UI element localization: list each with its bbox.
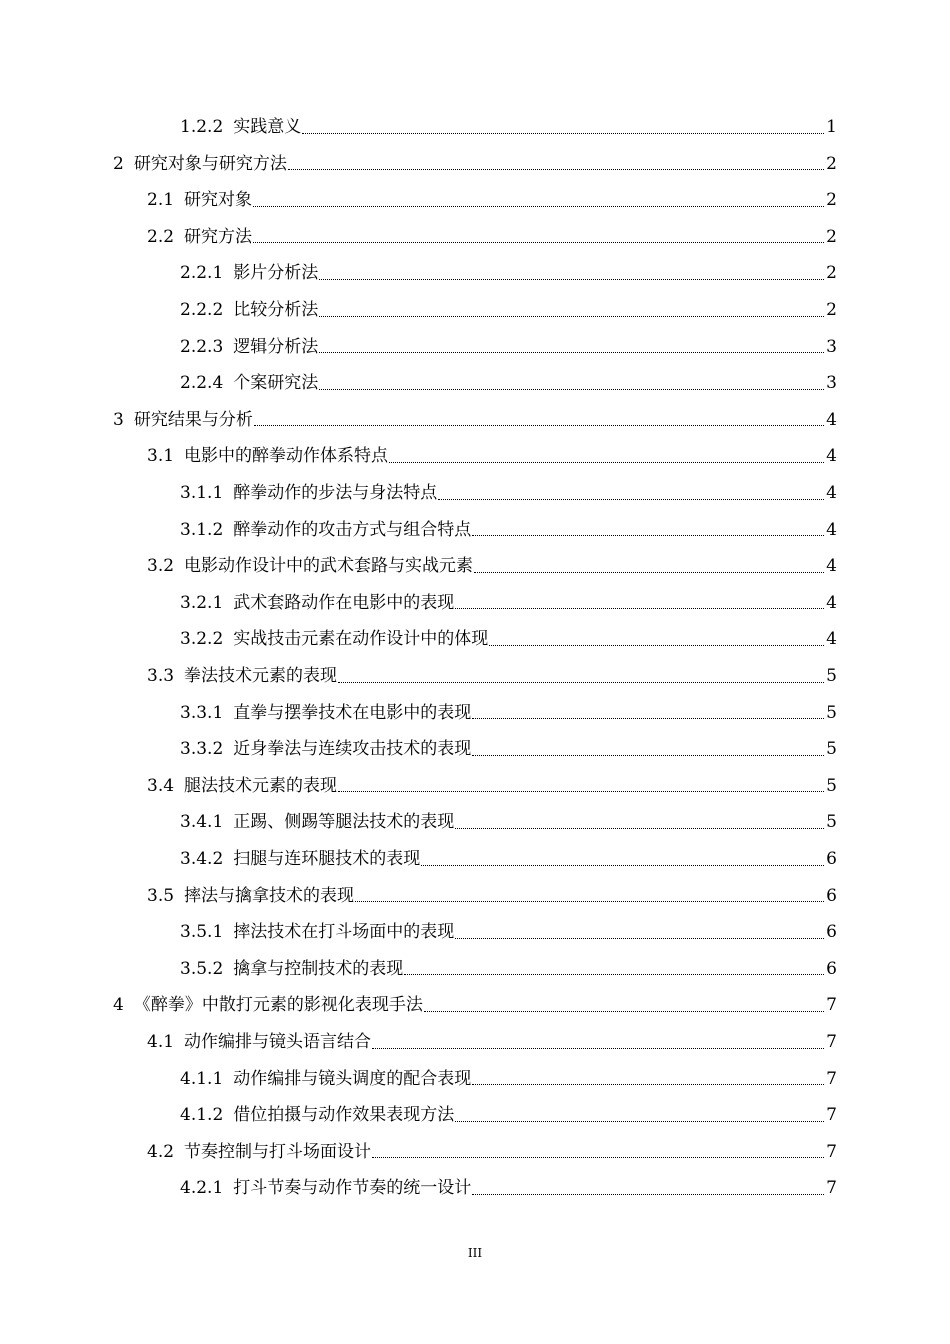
toc-entry-page: 4: [826, 446, 837, 467]
toc-entry-number: 3.4.2: [180, 849, 224, 869]
toc-entry-title: 电影动作设计中的武术套路与实战元素: [184, 556, 474, 577]
toc-entry-number: 3.4.1: [180, 812, 224, 833]
toc-entry[interactable]: [180, 731, 837, 767]
toc-entry-number: 3.3: [147, 666, 175, 686]
toc-entry[interactable]: [147, 1134, 837, 1170]
toc-entry-page: 2: [826, 263, 837, 284]
toc-entry-title: 研究结果与分析: [133, 409, 253, 430]
toc-entry-title: 实践意义: [233, 117, 302, 137]
toc-entry-title: 研究对象与研究方法: [133, 153, 287, 174]
toc-entry-number: 2.2.4: [180, 373, 224, 394]
toc-entry-page: 6: [826, 849, 837, 869]
toc-entry-number: 4.1: [147, 1032, 175, 1052]
toc-entry-page: 6: [826, 885, 837, 906]
toc-entry[interactable]: [147, 219, 837, 255]
toc-entry-page: 2: [826, 190, 837, 211]
toc-entry-page: 6: [826, 958, 837, 979]
toc-entry[interactable]: [180, 585, 837, 621]
toc-entry-title: 动作编排与镜头语言结合: [184, 1032, 372, 1052]
toc-leader-dots: [472, 1194, 824, 1195]
toc-entry[interactable]: [113, 146, 837, 182]
toc-entry[interactable]: [180, 329, 837, 365]
toc-entry-number: 2.1: [147, 190, 175, 211]
toc-entry-number: 4.1.2: [180, 1105, 224, 1126]
toc-entry-number: 3: [113, 409, 124, 430]
toc-entry-number: 2.2.2: [180, 300, 224, 320]
toc-entry[interactable]: [180, 1170, 837, 1206]
toc-entry-title: 摔法技术在打斗场面中的表现: [233, 922, 455, 943]
toc-leader-dots: [438, 499, 824, 500]
toc-entry[interactable]: [180, 695, 837, 731]
toc-entry-number: 2.2.3: [180, 336, 224, 357]
toc-entry-number: 3.1.2: [180, 519, 224, 540]
toc-entry-number: 3.5: [147, 885, 175, 906]
toc-entry-number: 3.2.1: [180, 592, 224, 613]
toc-entry-title: 影片分析法: [233, 263, 319, 284]
toc-entry-title: 醉拳动作的攻击方式与组合特点: [233, 519, 472, 540]
toc-leader-dots: [319, 316, 824, 317]
toc-entry[interactable]: [180, 804, 837, 840]
toc-entry[interactable]: [147, 768, 837, 804]
toc-entry-page: 5: [826, 666, 837, 686]
toc-entry-page: 2: [826, 300, 837, 320]
toc-entry-page: 4: [826, 409, 837, 430]
toc-leader-dots: [489, 645, 824, 646]
toc-leader-dots: [455, 608, 824, 609]
toc-entry-title: 实战技击元素在动作设计中的体现: [233, 629, 489, 650]
toc-entry[interactable]: [180, 914, 837, 950]
toc-entry-title: 扫腿与连环腿技术的表现: [233, 849, 421, 869]
toc-entry-number: 4.1.1: [180, 1068, 224, 1089]
toc-entry[interactable]: [180, 365, 837, 401]
toc-entry[interactable]: [180, 475, 837, 511]
toc-leader-dots: [372, 1157, 824, 1158]
toc-entry-page: 7: [826, 1105, 837, 1126]
toc-leader-dots: [338, 682, 824, 683]
toc-entry[interactable]: [113, 987, 837, 1023]
toc-leader-dots: [319, 389, 824, 390]
toc-entry-number: 2: [113, 153, 124, 174]
toc-leader-dots: [319, 279, 824, 280]
toc-leader-dots: [421, 865, 824, 866]
toc-entry[interactable]: [180, 1061, 837, 1097]
toc-entry-page: 3: [826, 336, 837, 357]
toc-entry-title: 个案研究法: [233, 373, 319, 394]
toc-leader-dots: [254, 425, 824, 426]
toc-entry-title: 打斗节奏与动作节奏的统一设计: [233, 1178, 472, 1199]
toc-entry-number: 2.2.1: [180, 263, 224, 284]
toc-leader-dots: [472, 718, 824, 719]
toc-leader-dots: [389, 462, 824, 463]
toc-entry-page: 2: [826, 226, 837, 247]
toc-leader-dots: [338, 791, 824, 792]
toc-entry-title: 研究对象: [184, 190, 253, 211]
toc-entry-title: 《醉拳》中散打元素的影视化表现手法: [133, 995, 423, 1016]
toc-leader-dots: [253, 242, 824, 243]
toc-entry-title: 节奏控制与打斗场面设计: [184, 1141, 372, 1162]
toc-entry[interactable]: [180, 109, 837, 145]
toc-leader-dots: [472, 755, 824, 756]
toc-entry-page: 7: [826, 1068, 837, 1089]
toc-entry[interactable]: [147, 1024, 837, 1060]
toc-entry[interactable]: [180, 841, 837, 877]
toc-entry[interactable]: [180, 255, 837, 291]
toc-entry-number: 4: [113, 995, 124, 1016]
toc-leader-dots: [455, 1121, 824, 1122]
toc-entry-number: 4.2: [147, 1141, 175, 1162]
toc-entry-page: 7: [826, 995, 837, 1016]
toc-leader-dots: [424, 1011, 824, 1012]
toc-leader-dots: [404, 974, 824, 975]
toc-entry-number: 3.1.1: [180, 483, 224, 503]
toc-entry[interactable]: [147, 658, 837, 694]
toc-leader-dots: [472, 1084, 824, 1085]
toc-entry-page: 4: [826, 592, 837, 613]
toc-entry-number: 1.2.2: [180, 117, 224, 137]
toc-entry-title: 正踢、侧踢等腿法技术的表现: [233, 812, 455, 833]
toc-leader-dots: [455, 938, 824, 939]
toc-entry[interactable]: [180, 621, 837, 657]
toc-entry[interactable]: [147, 438, 837, 474]
toc-entry-page: 7: [826, 1178, 837, 1199]
toc-entry[interactable]: [180, 1097, 837, 1133]
toc-entry-page: 5: [826, 812, 837, 833]
toc-entry[interactable]: [180, 512, 837, 548]
toc-entry-page: 1: [826, 117, 837, 137]
toc-entry-title: 逻辑分析法: [233, 336, 319, 357]
toc-entry-title: 醉拳动作的步法与身法特点: [233, 483, 438, 503]
toc-leader-dots: [372, 1048, 824, 1049]
toc-leader-dots: [474, 572, 824, 573]
toc-entry-number: 3.5.2: [180, 958, 224, 979]
toc-entry-number: 3.5.1: [180, 922, 224, 943]
toc-entry-page: 5: [826, 702, 837, 723]
toc-entry[interactable]: [113, 402, 837, 438]
toc-entry-number: 3.2.2: [180, 629, 224, 650]
toc-entry-number: 2.2: [147, 226, 175, 247]
toc-entry-page: 4: [826, 483, 837, 503]
toc-entry-title: 摔法与擒拿技术的表现: [184, 885, 355, 906]
toc-entry-page: 5: [826, 739, 837, 760]
toc-entry-page: 2: [826, 153, 837, 174]
toc-entry-number: 3.4: [147, 775, 175, 796]
toc-entry-page: 6: [826, 922, 837, 943]
toc-entry[interactable]: [180, 951, 837, 987]
toc-entry-title: 借位拍摄与动作效果表现方法: [233, 1105, 455, 1126]
toc-entry-page: 3: [826, 373, 837, 394]
toc-entry[interactable]: [180, 292, 837, 328]
toc-entry-number: 3.2: [147, 556, 175, 577]
page-number: III: [467, 1246, 483, 1260]
toc-entry-page: 4: [826, 629, 837, 650]
toc-entry-title: 擒拿与控制技术的表现: [233, 958, 404, 979]
toc-entry-title: 近身拳法与连续攻击技术的表现: [233, 739, 472, 760]
toc-entry-title: 武术套路动作在电影中的表现: [233, 592, 455, 613]
toc-leader-dots: [319, 352, 824, 353]
toc-entry-number: 3.1: [147, 446, 175, 467]
toc-entry-title: 动作编排与镜头调度的配合表现: [233, 1068, 472, 1089]
toc-entry[interactable]: [147, 548, 837, 584]
toc-entry-page: 5: [826, 775, 837, 796]
toc-entry-page: 7: [826, 1141, 837, 1162]
toc-entry-title: 直拳与摆拳技术在电影中的表现: [233, 702, 472, 723]
toc-entry-number: 3.3.1: [180, 702, 224, 723]
toc-entry[interactable]: [147, 182, 837, 218]
toc-leader-dots: [455, 828, 824, 829]
toc-leader-dots: [355, 901, 824, 902]
toc-entry-page: 7: [826, 1032, 837, 1052]
toc-leader-dots: [288, 169, 824, 170]
toc-leader-dots: [472, 535, 824, 536]
toc-entry-page: 4: [826, 519, 837, 540]
toc-entry-number: 3.3.2: [180, 739, 224, 760]
toc-entry-page: 4: [826, 556, 837, 577]
toc-leader-dots: [302, 133, 824, 134]
toc-entry[interactable]: [147, 878, 837, 914]
toc-entry-number: 4.2.1: [180, 1178, 224, 1199]
toc-entry-title: 电影中的醉拳动作体系特点: [184, 446, 389, 467]
toc-entry-title: 拳法技术元素的表现: [184, 666, 338, 686]
toc-entry-title: 比较分析法: [233, 300, 319, 320]
toc-leader-dots: [253, 206, 824, 207]
toc-entry-title: 腿法技术元素的表现: [184, 775, 338, 796]
toc-entry-title: 研究方法: [184, 226, 253, 247]
